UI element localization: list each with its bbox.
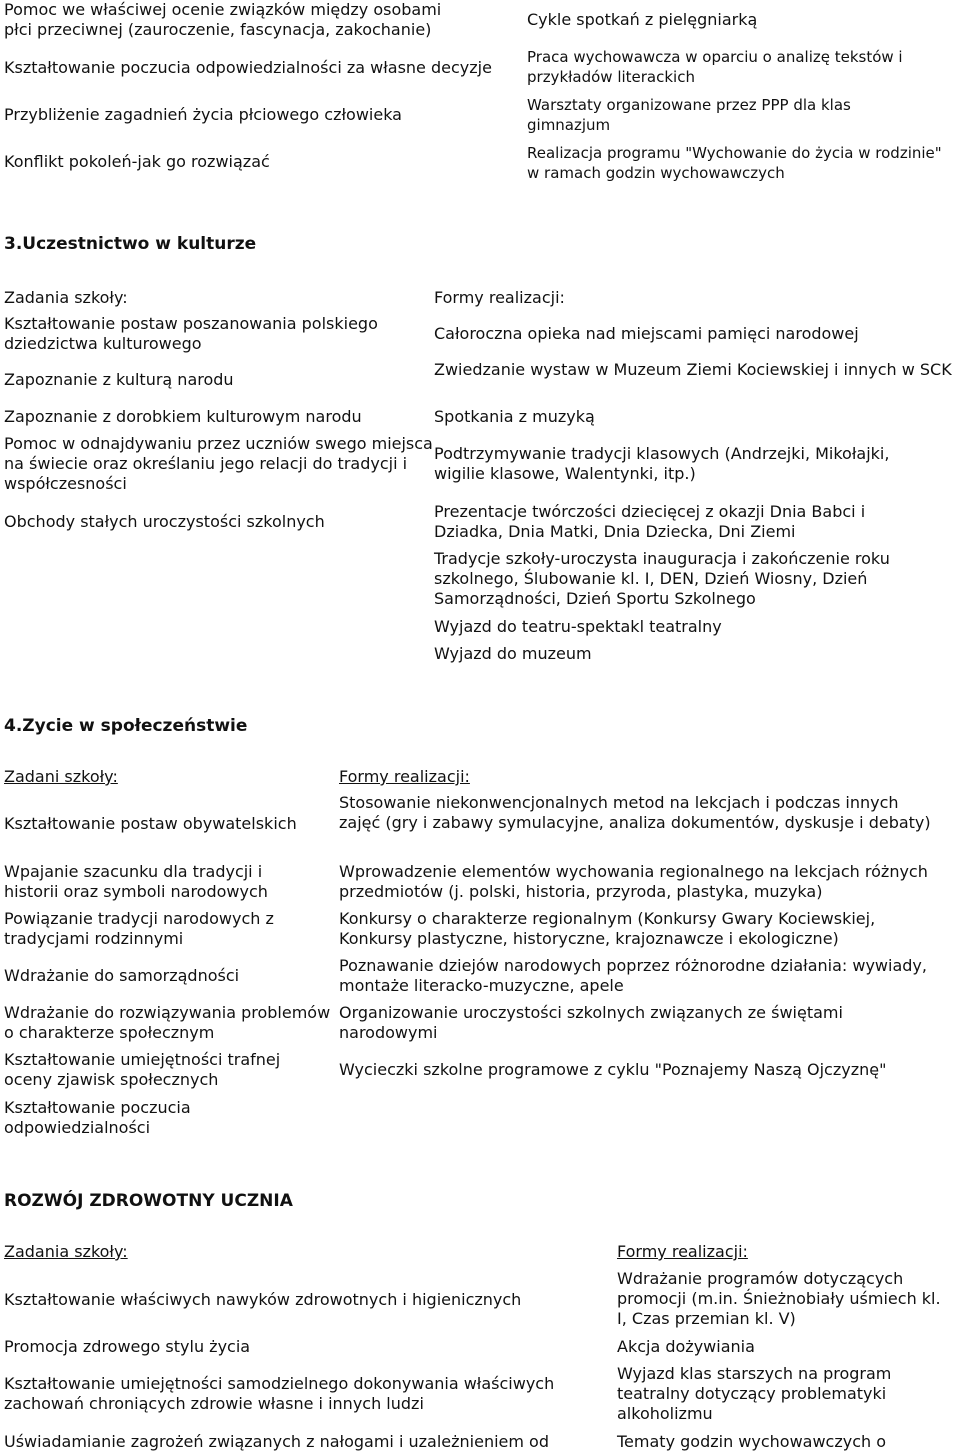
s4-form-2: Wprowadzenie elementów wychowania regionalnego na lekcjach różnych przedmiotów (j. polski, historia, przyroda, plastyka, muzyka) [339, 862, 928, 901]
section3-heading: 3.Uczestnictwo w kulturze [4, 234, 257, 254]
s5-task-1: Kształtowanie właściwych nawyków zdrowotnych i higienicznych [4, 1290, 522, 1309]
s3-task-4: Pomoc w odnajdywaniu przez uczniów swego miejsca na świecie oraz określaniu jego relacji do tradycji i współczesności [4, 434, 433, 493]
s2-form-4: Realizacja programu "Wychowanie do życia w rodzinie" w ramach godzin wychowawczych [527, 144, 942, 182]
s4-forms-header: Formy realizacji: [339, 767, 470, 786]
s2-form-3: Warsztaty organizowane przez PPP dla klas gimnazjum [527, 96, 851, 134]
s3-task-3: Zapoznanie z dorobkiem kulturowym narodu [4, 407, 362, 426]
s5-form-2: Akcja dożywiania [617, 1337, 755, 1356]
s3-forms-header: Formy realizacji: [434, 288, 565, 307]
s3-tasks-header: Zadania szkoły: [4, 288, 128, 307]
s3-form-6: Tradycje szkoły-uroczysta inauguracja i zakończenie roku szkolnego, Ślubowanie kl. I, DEN, Dzień Wiosny, Dzień Samorządności, Dzień Sportu Szkolnego [434, 549, 890, 608]
s3-task-2: Zapoznanie z kulturą narodu [4, 370, 234, 389]
s4-task-2: Wpajanie szacunku dla tradycji i historii oraz symboli narodowych [4, 862, 268, 901]
s4-task-7: Kształtowanie poczucia odpowiedzialności [4, 1098, 191, 1137]
s5-forms-header: Formy realizacji: [617, 1242, 748, 1261]
s4-task-5: Wdrażanie do rozwiązywania problemów o charakterze społecznym [4, 1003, 331, 1042]
s5-tasks-header: Zadania szkoły: [4, 1242, 128, 1261]
s4-form-6: Wycieczki szkolne programowe z cyklu "Poznajemy Naszą Ojczyznę" [339, 1060, 887, 1079]
s5-form-3: Wyjazd klas starszych na program teatralny dotyczący problematyki alkoholizmu [617, 1364, 892, 1423]
s4-tasks-header: Zadani szkoły: [4, 767, 118, 786]
s3-form-8: Wyjazd do muzeum [434, 644, 592, 663]
s4-task-1: Kształtowanie postaw obywatelskich [4, 814, 297, 833]
section4-heading: 4.Zycie w społeczeństwie [4, 716, 248, 736]
s4-task-6: Kształtowanie umiejętności trafnej oceny zjawisk społecznych [4, 1050, 281, 1089]
s5-form-4: Tematy godzin wychowawczych o [617, 1432, 887, 1451]
s3-form-3: Spotkania z muzyką [434, 407, 595, 426]
s3-form-7: Wyjazd do teatru-spektakl teatralny [434, 617, 722, 636]
s2-task-1: Pomoc we właściwej ocenie związków między osobami płci przeciwnej (zauroczenie, fascynacja, zakochanie) [4, 0, 442, 39]
s4-form-5: Organizowanie uroczystości szkolnych związanych ze świętami narodowymi [339, 1003, 843, 1042]
s3-task-1: Kształtowanie postaw poszanowania polskiego dziedzictwa kulturowego [4, 314, 378, 353]
s2-form-2: Praca wychowawcza w oparciu o analizę tekstów i przykładów literackich [527, 48, 903, 86]
s4-task-3: Powiązanie tradycji narodowych z tradycjami rodzinnymi [4, 909, 274, 948]
s3-task-5: Obchody stałych uroczystości szkolnych [4, 512, 325, 531]
s4-task-4: Wdrażanie do samorządności [4, 966, 240, 985]
s3-form-4: Podtrzymywanie tradycji klasowych (Andrzejki, Mikołajki, wigilie klasowe, Walentynki, itp.) [434, 444, 890, 483]
s4-form-4: Poznawanie dziejów narodowych poprzez różnorodne działania: wywiady, montaże literacko-muzyczne, apele [339, 956, 927, 995]
s2-form-1: Cykle spotkań z pielęgniarką [527, 10, 758, 29]
s5-task-2: Promocja zdrowego stylu życia [4, 1337, 251, 1356]
s2-task-4: Konflikt pokoleń-jak go rozwiązać [4, 152, 270, 171]
s5-task-3: Kształtowanie umiejętności samodzielnego dokonywania właściwych zachowań chroniących zdrowie własne i innych ludzi [4, 1374, 555, 1413]
s3-form-1: Całoroczna opieka nad miejscami pamięci narodowej [434, 324, 859, 343]
s3-form-5: Prezentacje twórczości dziecięcej z okazji Dnia Babci i Dziadka, Dnia Matki, Dnia Dziecka, Dni Ziemi [434, 502, 866, 541]
s2-task-2: Kształtowanie poczucia odpowiedzialności za własne decyzje [4, 58, 492, 77]
s4-form-3: Konkursy o charakterze regionalnym (Konkursy Gwary Kociewskiej, Konkursy plastyczne, historyczne, krajoznawcze i ekologiczne) [339, 909, 876, 948]
s3-form-2: Zwiedzanie wystaw w Muzeum Ziemi Kociewskiej i innych w SCK [434, 360, 952, 379]
section5-heading: ROZWÓJ ZDROWOTNY UCZNIA [4, 1191, 293, 1211]
s5-form-1: Wdrażanie programów dotyczących promocji (m.in. Śnieżnobiały uśmiech kl. I, Czas przemian kl. V) [617, 1269, 941, 1328]
s4-form-1: Stosowanie niekonwencjonalnych metod na lekcjach i podczas innych zajęć (gry i zabawy symulacyjne, analiza dokumentów, dyskusje i debaty) [339, 793, 931, 832]
s5-task-4: Uświadamianie zagrożeń związanych z nałogami i uzależnieniem od [4, 1432, 549, 1451]
s2-task-3: Przybliżenie zagadnień życia płciowego człowieka [4, 105, 402, 124]
